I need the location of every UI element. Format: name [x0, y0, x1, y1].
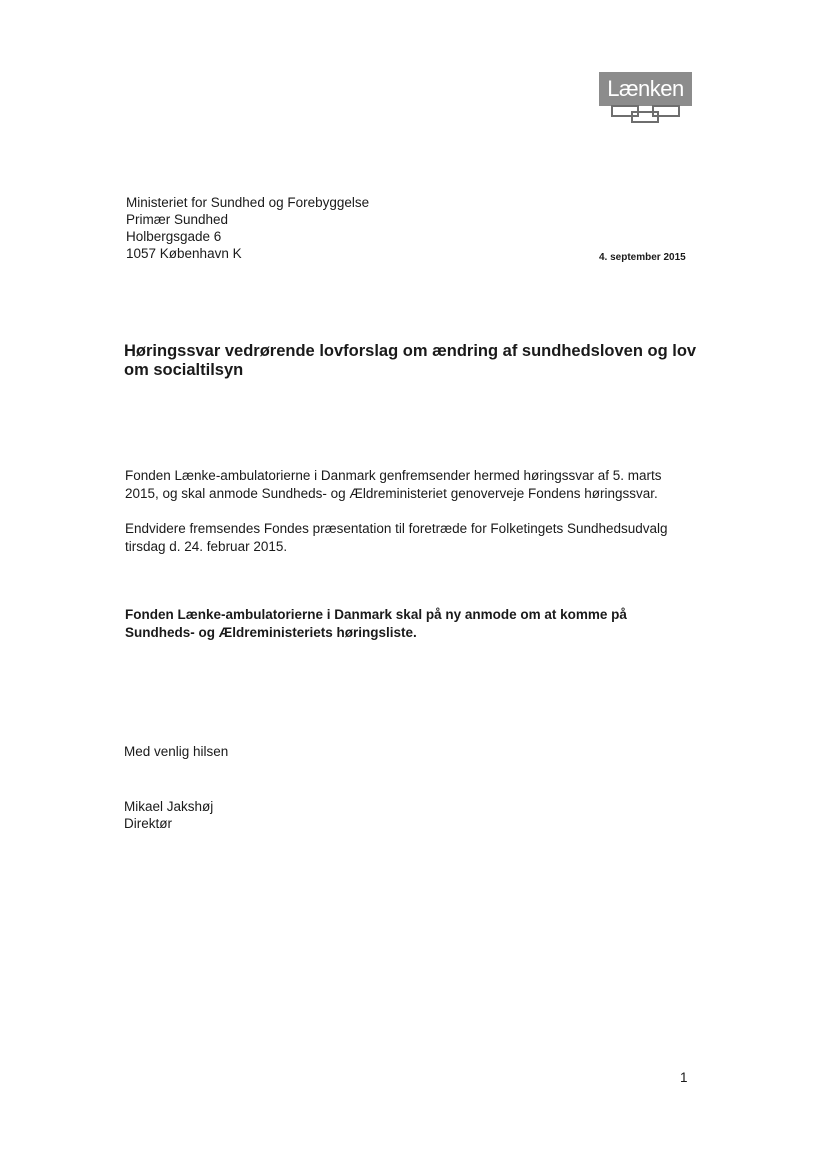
- recipient-line: 1057 København K: [126, 246, 242, 261]
- letter-heading: Høringssvar vedrørende lovforslag om ændring af sundhedsloven og lov om socialtilsyn: [124, 342, 697, 379]
- page-number: 1: [680, 1070, 688, 1085]
- signature-block: [124, 798, 213, 832]
- closing-salutation: Med venlig hilsen: [124, 744, 229, 759]
- recipient-line: Ministeriet for Sundhed og Forebyggelse: [126, 195, 370, 210]
- signer-title: Direktør: [124, 816, 172, 831]
- logo-chain-icon: [599, 102, 692, 128]
- logo-text: Lænken: [607, 76, 684, 101]
- body-paragraph-bold: Fonden Lænke-ambulatorierne i Danmark skal på ny anmode om at komme på Sundheds- og Ældreministeriets høringsliste.: [125, 607, 627, 640]
- recipient-address: [126, 194, 369, 262]
- body-paragraph: Endvidere fremsendes Fondes præsentation til foretræde for Folketingets Sundhedsudvalg tirsdag d. 24. februar 2015.: [125, 521, 668, 554]
- letter-date: 4. september 2015: [599, 252, 686, 263]
- body-paragraph: Fonden Lænke-ambulatorierne i Danmark genfremsender hermed høringssvar af 5. marts 2015, og skal anmode Sundheds- og Ældreministeriet genoverveje Fondens høringssvar.: [125, 468, 662, 501]
- signer-name: Mikael Jakshøj: [124, 799, 214, 814]
- laenken-logo: [599, 72, 692, 128]
- recipient-line: Holbergsgade 6: [126, 229, 222, 244]
- recipient-line: Primær Sundhed: [126, 212, 229, 227]
